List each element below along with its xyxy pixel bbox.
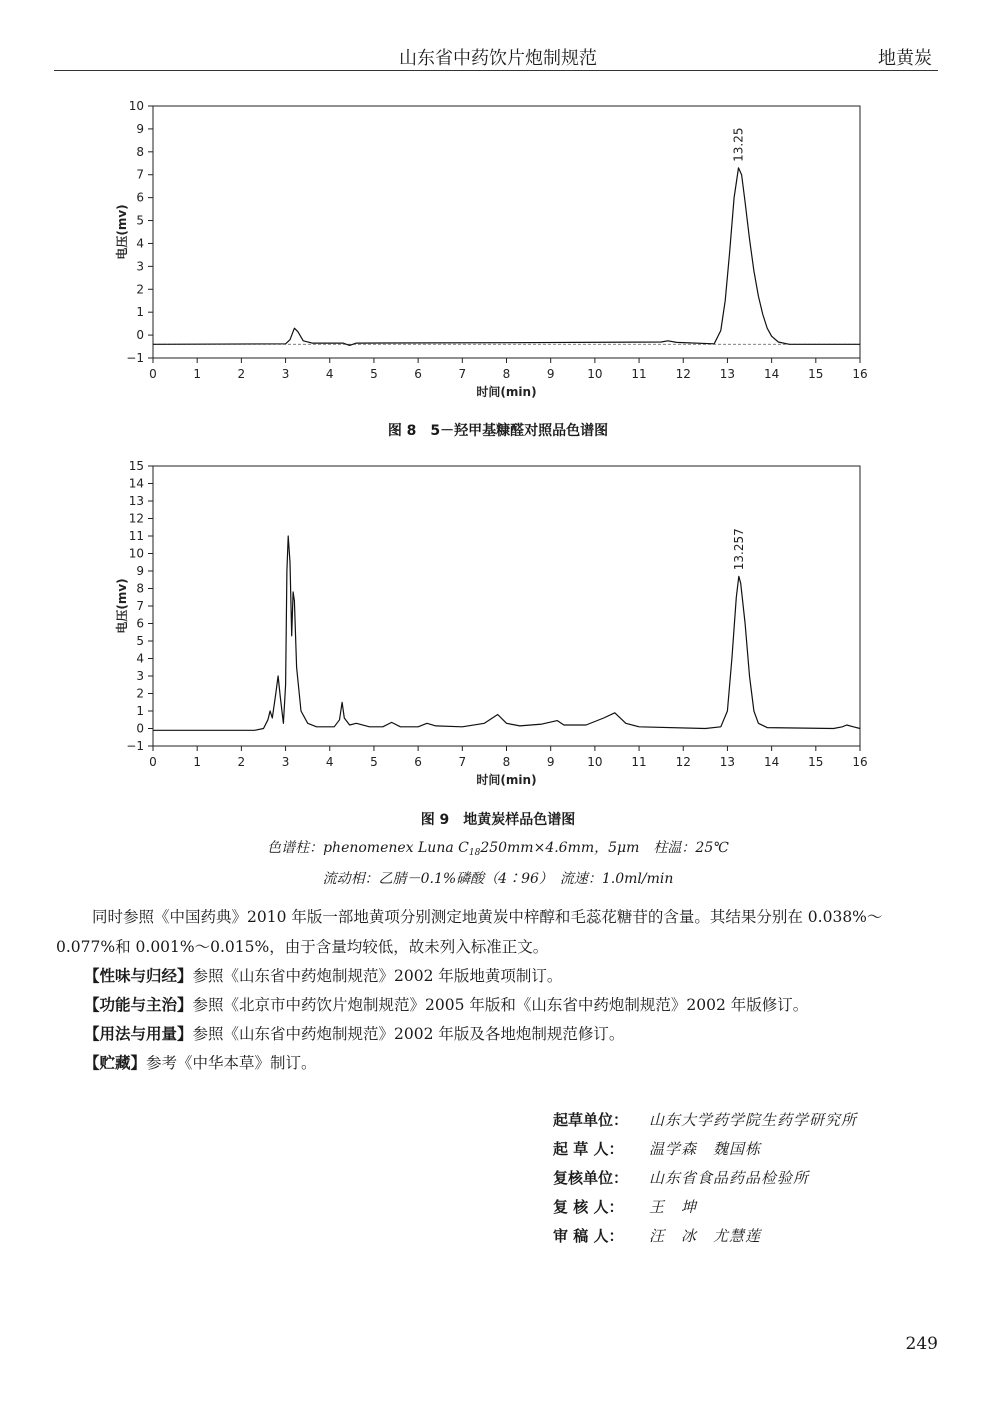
running-header-title: 山东省中药饮片炮制规范 — [399, 48, 597, 69]
credit-drafting-unit — [553, 1109, 857, 1130]
item-function-indication — [84, 993, 944, 1015]
y-tick-label: 9 — [136, 564, 144, 578]
y-tick-label: 7 — [136, 167, 144, 182]
x-tick-label: 8 — [502, 367, 511, 381]
x-tick-label: 11 — [631, 755, 647, 769]
item-label: 【性味与归经】 — [84, 967, 193, 985]
x-tick-label: 9 — [546, 367, 555, 381]
x-tick-label: 6 — [414, 755, 422, 769]
y-tick-label: 3 — [136, 669, 144, 683]
x-tick-label: 14 — [763, 367, 780, 381]
mobile-phase-conditions: 流动相：乙腈－0.1%磷酸（4∶96） 流速：1.0ml/min — [322, 871, 674, 887]
x-tick-label: 8 — [502, 755, 511, 769]
credit-label: 起草单位： — [553, 1111, 629, 1129]
y-tick-label: 9 — [136, 121, 144, 136]
column-conditions — [0, 837, 996, 858]
y-tick-label: 12 — [128, 511, 144, 526]
x-tick-label: 7 — [458, 367, 467, 381]
body-paragraph-text: 同时参照《中国药典》2010 年版一部地黄项分别测定地黄炭中梓醇和毛蕊花糖苷的含量。其结果分别在 0.038%～0.077%和 0.001%～0.015%，由于含量均较低，故未列入标准正文。 — [56, 908, 883, 956]
x-tick-label: 10 — [587, 755, 603, 769]
y-tick-label: 13 — [128, 494, 144, 508]
figure-8-caption: 图 8 5－羟甲基糠醛对照品色谱图 — [387, 423, 609, 439]
x-tick-label: 4 — [325, 755, 334, 769]
chart-8-svg — [0, 96, 996, 406]
x-tick-label: 4 — [325, 367, 334, 381]
y-tick-label: 14 — [128, 476, 144, 491]
body-paragraph — [56, 902, 938, 962]
x-tick-label: 16 — [852, 755, 868, 769]
x-tick-label: 2 — [237, 755, 246, 769]
item-label: 【贮藏】 — [84, 1054, 147, 1072]
x-tick-label: 1 — [193, 367, 202, 381]
x-tick-label: 5 — [370, 367, 378, 381]
credit-label: 审 稿 人： — [553, 1227, 624, 1245]
x-tick-label: 11 — [631, 367, 647, 381]
y-tick-label: 10 — [128, 546, 144, 561]
x-axis-title: 时间(min) — [476, 385, 537, 399]
peak-label: 13.25 — [731, 127, 746, 162]
item-usage-dosage — [84, 1022, 944, 1044]
plot-frame — [153, 106, 860, 358]
credit-value: 山东大学药学院生药学研究所 — [649, 1111, 858, 1129]
y-tick-label: −1 — [126, 351, 144, 365]
y-tick-label: 1 — [136, 305, 144, 320]
x-tick-label: 2 — [237, 367, 246, 381]
y-tick-label: 2 — [136, 282, 144, 297]
credit-review-unit — [553, 1167, 809, 1188]
x-tick-label: 3 — [281, 367, 290, 381]
column-conditions-subscript: 18 — [468, 848, 481, 858]
x-tick-label: 13 — [719, 367, 736, 381]
header-rule — [54, 70, 938, 71]
x-tick-label: 15 — [808, 755, 824, 769]
y-tick-label: 8 — [136, 581, 144, 596]
credit-label: 复核单位： — [553, 1169, 629, 1187]
x-tick-label: 12 — [675, 367, 691, 381]
y-tick-label: 1 — [136, 704, 144, 718]
y-tick-label: 4 — [136, 236, 144, 251]
credit-value: 汪 冰 尤慧莲 — [649, 1227, 762, 1245]
x-tick-label: 12 — [675, 755, 691, 769]
x-tick-label: 9 — [546, 755, 555, 769]
item-text: 参照《北京市中药饮片炮制规范》2005 年版和《山东省中药炮制规范》2002 年版修订。 — [192, 996, 809, 1014]
credit-value: 山东省食品药品检验所 — [649, 1169, 810, 1187]
chart-figure-8 — [0, 96, 996, 406]
y-axis-title: 电压(mv) — [115, 578, 129, 634]
item-text: 参照《山东省中药炮制规范》2002 年版地黄项制订。 — [192, 967, 563, 985]
x-tick-label: 0 — [149, 755, 157, 769]
plot-frame — [153, 466, 860, 746]
x-tick-label: 15 — [808, 367, 824, 381]
item-text: 参照《山东省中药炮制规范》2002 年版及各地炮制规范修订。 — [192, 1025, 625, 1043]
peak-label: 13.257 — [731, 528, 746, 571]
item-label: 【用法与用量】 — [84, 1025, 193, 1043]
item-taste-meridian — [84, 964, 944, 986]
y-tick-label: 10 — [128, 99, 144, 113]
column-conditions-prefix: 色谱柱：phenomenex Luna C — [267, 840, 469, 856]
credit-value: 温学森 魏国栋 — [649, 1140, 762, 1158]
column-conditions-suffix: 250mm×4.6mm，5μm 柱温：25℃ — [480, 840, 729, 856]
credit-drafter — [553, 1138, 761, 1159]
x-tick-label: 1 — [193, 755, 202, 769]
page-number: 249 — [905, 1334, 938, 1354]
credit-label: 起 草 人： — [553, 1140, 624, 1158]
x-tick-label: 7 — [458, 755, 467, 769]
item-label: 【功能与主治】 — [84, 996, 193, 1014]
y-tick-label: 8 — [136, 144, 144, 159]
y-tick-label: 2 — [136, 686, 144, 701]
chromatogram-trace — [153, 536, 860, 730]
chart-9-svg — [0, 456, 996, 794]
chromatogram-trace — [153, 168, 860, 346]
y-tick-label: 4 — [136, 651, 144, 666]
x-tick-label: 10 — [587, 367, 603, 381]
y-tick-label: 6 — [136, 616, 144, 631]
y-tick-label: 0 — [136, 721, 144, 736]
running-header-section: 地黄炭 — [878, 48, 932, 69]
x-tick-label: 6 — [414, 367, 422, 381]
credit-editor — [553, 1225, 761, 1246]
y-tick-label: 0 — [136, 328, 144, 343]
x-tick-label: 0 — [149, 367, 157, 381]
x-tick-label: 16 — [852, 367, 868, 381]
y-tick-label: 3 — [136, 259, 144, 274]
item-text: 参考《中华本草》制订。 — [146, 1054, 317, 1072]
x-tick-label: 3 — [281, 755, 290, 769]
item-storage — [84, 1051, 944, 1073]
credit-value: 王 坤 — [649, 1198, 698, 1216]
chart-figure-9 — [0, 456, 996, 794]
x-axis-title: 时间(min) — [476, 773, 537, 787]
y-tick-label: 15 — [128, 459, 144, 473]
x-tick-label: 14 — [763, 755, 780, 769]
y-tick-label: 6 — [136, 190, 144, 205]
y-tick-label: −1 — [126, 739, 144, 753]
figure-9-caption: 图 9 地黄炭样品色谱图 — [420, 812, 576, 828]
y-tick-label: 11 — [128, 529, 144, 543]
y-tick-label: 7 — [136, 599, 144, 613]
x-tick-label: 13 — [719, 755, 736, 769]
credit-reviewer — [553, 1196, 697, 1217]
x-tick-label: 5 — [370, 755, 378, 769]
y-tick-label: 5 — [136, 213, 144, 228]
credit-label: 复 核 人： — [553, 1198, 624, 1216]
y-tick-label: 5 — [136, 634, 144, 648]
y-axis-title: 电压(mv) — [115, 204, 129, 260]
